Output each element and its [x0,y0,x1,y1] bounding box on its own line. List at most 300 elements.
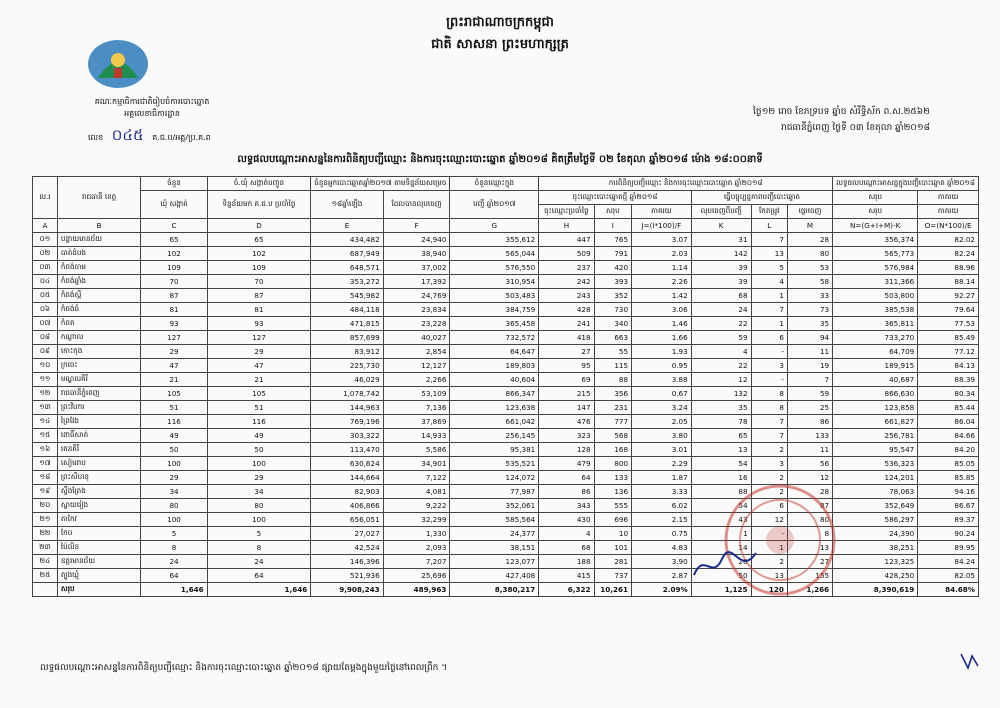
table-cell: 136 [594,485,632,499]
column-letter: L [751,219,787,233]
table-cell: 100 [141,457,207,471]
table-cell: 105 [141,387,207,401]
table-cell: រតនគិរី [57,443,141,457]
table-cell: 78 [691,415,751,429]
table-cell: 0.95 [632,359,692,373]
table-cell: 2.15 [632,513,692,527]
table-cell: 102 [207,247,311,261]
ref-prefix: លេខ [88,133,104,142]
table-cell [33,583,58,597]
table-cell: 127 [141,331,207,345]
table-cell: 101 [594,541,632,555]
table-cell: 241 [539,317,594,331]
table-cell: 34 [207,485,311,499]
table-cell: ០៨ [33,331,58,345]
table-cell: រាជធានីភ្នំពេញ [57,387,141,401]
table-cell: 40,604 [450,373,539,387]
table-cell: កោះកុង [57,345,141,359]
table-row [33,373,979,387]
table-cell: 661,042 [450,415,539,429]
table-cell: 355,612 [450,233,539,247]
table-cell: 189,915 [833,359,918,373]
table-cell: 93 [207,317,311,331]
column-letter: H [539,219,594,233]
table-cell: 3.80 [632,429,692,443]
table-cell: 365,811 [833,317,918,331]
table-cell: 0.67 [632,387,692,401]
table-cell: 565,773 [833,247,918,261]
table-cell: 5 [141,527,207,541]
table-cell: 0.75 [632,527,692,541]
table-row [33,387,979,401]
table-cell: 132 [691,387,751,401]
col-count: ចំនួន [141,177,207,191]
table-cell: 8 [141,541,207,555]
table-cell: 576,550 [450,261,539,275]
table-cell: 4 [539,527,594,541]
col-result-total-2: សរុប [833,205,918,219]
table-cell: 1,078,742 [311,387,383,401]
table-cell: 59 [787,387,832,401]
table-cell: 1.66 [632,331,692,345]
table-cell: 10 [594,527,632,541]
table-cell: 88.96 [918,261,979,275]
table-cell: 1.87 [632,471,692,485]
table-cell: 365,458 [450,317,539,331]
total-cell: 10,261 [594,583,632,597]
col-update-group: ធ្វើបច្ចុប្បន្នភាពបញ្ជីបោះឆ្នោត [691,191,832,205]
handwritten-initials [958,650,982,672]
table-cell: ត្បូងឃ្មុំ [57,569,141,583]
table-cell: 428,250 [833,569,918,583]
table-cell: 82,903 [311,485,383,499]
column-letter: C [141,219,207,233]
table-cell: ព្រៃវែង [57,415,141,429]
table-cell: 568 [594,429,632,443]
table-cell: 46,029 [311,373,383,387]
table-cell: 1 [751,289,787,303]
table-cell: 84.13 [918,359,979,373]
table-cell: 54 [691,499,751,513]
table-cell: 536,323 [833,457,918,471]
table-cell: 88 [691,485,751,499]
table-cell: - [751,373,787,387]
table-cell: 3.33 [632,485,692,499]
table-cell: 22 [691,317,751,331]
table-cell: 27 [539,345,594,359]
lunar-date: ថ្ងៃ១២ រោច ខែភទ្របទ ឆ្នាំច សំរឹទ្ធិស័ក ព.ស.២៥៦២ [753,107,930,117]
table-cell: កំពង់ឆ្នាំង [57,275,141,289]
table-cell: 2 [751,443,787,457]
table-cell: 94 [787,331,832,345]
table-cell: 147 [539,401,594,415]
table-cell: 352,649 [833,499,918,513]
table-cell: 281 [594,555,632,569]
table-cell: 696 [594,513,632,527]
table-cell: ១៥ [33,429,58,443]
table-cell: 430 [539,513,594,527]
table-cell: 2 [751,555,787,569]
table-cell: 88.39 [918,373,979,387]
table-cell: 256,781 [833,429,918,443]
table-cell: 50 [141,443,207,457]
table-cell: 857,699 [311,331,383,345]
table-cell: 142 [691,247,751,261]
table-cell: 65 [141,233,207,247]
table-cell: 168 [594,443,632,457]
table-cell: ១៤ [33,415,58,429]
table-cell: 733,270 [833,331,918,345]
table-cell: ១២ [33,387,58,401]
column-letter: D [207,219,311,233]
table-cell: 8 [751,387,787,401]
table-cell: 21 [141,373,207,387]
table-cell: បាត់ដំបង [57,247,141,261]
table-cell: 3.06 [632,303,692,317]
table-cell: 25 [787,401,832,415]
table-cell: ២៣ [33,541,58,555]
motto-heading: ជាតិ សាសនា ព្រះមហាក្សត្រ [431,37,569,52]
table-cell: 38,251 [833,541,918,555]
table-row [33,345,979,359]
table-cell: 38,151 [450,541,539,555]
table-cell: 356 [594,387,632,401]
col-register-total: សរុប [594,205,632,219]
table-cell: 7 [751,303,787,317]
table-cell: 105 [207,387,311,401]
table-cell: 14,933 [383,429,450,443]
table-cell: 2.87 [632,569,692,583]
table-cell: ១៣ [33,401,58,415]
table-cell: - [751,527,787,541]
table-cell: 4,081 [383,485,450,499]
col-result-group: លទ្ធផលបណ្ដោះអាសន្នក្នុងបញ្ជីបោះឆ្នោត ឆ្នាំ២០១៨ [833,177,979,191]
table-cell: 447 [539,233,594,247]
table-cell: 53 [787,261,832,275]
table-cell: 21 [207,373,311,387]
table-cell: 189,803 [450,359,539,373]
table-cell: 80 [207,499,311,513]
table-cell: 24 [691,303,751,317]
table-cell: 777 [594,415,632,429]
table-cell: 86.04 [918,415,979,429]
table-cell: 24,940 [383,233,450,247]
table-cell: 29 [207,345,311,359]
table-cell: 1,330 [383,527,450,541]
table-cell: 51 [207,401,311,415]
table-cell: 656,051 [311,513,383,527]
table-cell: 39 [691,261,751,275]
table-cell: 765 [594,233,632,247]
table-cell: ២៥ [33,569,58,583]
table-cell: 384,759 [450,303,539,317]
table-cell: កំពង់ចាម [57,261,141,275]
column-letter: A [33,219,58,233]
total-cell: 1,266 [787,583,832,597]
column-letter: O=(N*100)/E [918,219,979,233]
table-cell: 8 [207,541,311,555]
table-row [33,415,979,429]
table-cell: 70 [141,275,207,289]
table-cell: 663 [594,331,632,345]
signature [690,545,760,585]
table-cell: 82.02 [918,233,979,247]
table-cell: ១៩ [33,485,58,499]
table-cell: 340 [594,317,632,331]
table-cell: 47 [207,359,311,373]
table-cell: 35 [691,401,751,415]
table-cell: 144,664 [311,471,383,485]
table-cell: ព្រះសីហនុ [57,471,141,485]
column-letter-row [33,219,979,233]
table-cell: ២២ [33,527,58,541]
table-cell: 6.02 [632,499,692,513]
table-cell: 86 [539,485,594,499]
table-cell: 565,044 [450,247,539,261]
table-cell: 732,572 [450,331,539,345]
table-cell: 87 [141,289,207,303]
table-cell: 243 [539,289,594,303]
table-cell: 8 [751,401,787,415]
table-cell: 49 [141,429,207,443]
table-cell: កណ្ដាល [57,331,141,345]
table-cell: 24,390 [833,527,918,541]
table-cell: 9,222 [383,499,450,513]
table-cell: 630,624 [311,457,383,471]
table-cell: 123,077 [450,555,539,569]
table-cell: 93 [141,317,207,331]
table-cell: 3.24 [632,401,692,415]
col-result-percent: ភាគរយ [918,191,979,205]
table-cell: 116 [207,415,311,429]
table-cell: 49 [207,429,311,443]
table-cell: 2,266 [383,373,450,387]
table-cell: 27 [787,555,832,569]
table-cell: 24,377 [450,527,539,541]
column-letter: I [594,219,632,233]
table-cell: 521,936 [311,569,383,583]
table-cell: 12 [751,513,787,527]
table-row [33,261,979,275]
table-cell: 65 [207,233,311,247]
table-cell: 85.44 [918,401,979,415]
table-cell: 576,984 [833,261,918,275]
org-department: អគ្គលេខាធិការដ្ឋាន [124,109,180,118]
table-cell: 77,987 [450,485,539,499]
table-row [33,247,979,261]
table-row [33,443,979,457]
table-cell: 866,347 [450,387,539,401]
table-cell: 343 [539,499,594,513]
table-cell: 2.03 [632,247,692,261]
table-cell: 393 [594,275,632,289]
column-letter: J=(I*100)/F [632,219,692,233]
col-reported-top: ចំ.ឃុំ សង្កាត់បញ្ជូន [207,177,311,191]
table-cell: 113,470 [311,443,383,457]
col-voters2017: ចំនួនអ្នកបោះឆ្នោតឆ្នាំ២០១៧ តាមទិន្នន័យសម្រេច [311,177,450,191]
table-cell: 95 [539,359,594,373]
table-cell: ០៩ [33,345,58,359]
table-cell: 86 [787,415,832,429]
table-cell: 648,571 [311,261,383,275]
table-cell: 800 [594,457,632,471]
col-province: រាជធានី ខេត្ត [57,177,141,219]
table-cell: 2,854 [383,345,450,359]
col-register-group: ចុះឈ្មោះបោះឆ្នោតថ្មី ឆ្នាំ២០១៨ [539,191,691,205]
table-cell: 434,482 [311,233,383,247]
table-cell: 81 [207,303,311,317]
table-cell: 51 [141,401,207,415]
table-cell: 7,122 [383,471,450,485]
table-cell: 80.34 [918,387,979,401]
table-cell: 19 [787,359,832,373]
table-cell: 3.90 [632,555,692,569]
table-cell: 127 [207,331,311,345]
table-cell: 2.29 [632,457,692,471]
table-cell: 84.66 [918,429,979,443]
table-cell: 100 [141,513,207,527]
table-cell: 29 [141,345,207,359]
table-cell: 64 [207,569,311,583]
table-row [33,331,979,345]
table-cell: បន្ទាយមានជ័យ [57,233,141,247]
table-cell: 79.64 [918,303,979,317]
table-cell: 40,027 [383,331,450,345]
table-cell: 80 [141,499,207,513]
table-cell: 1.93 [632,345,692,359]
table-cell: 85.85 [918,471,979,485]
total-cell: 1,646 [141,583,207,597]
table-cell: 16 [691,471,751,485]
table-cell: 509 [539,247,594,261]
total-cell: 9,908,243 [311,583,383,597]
table-cell: ១៨ [33,471,58,485]
table-cell: 7 [751,429,787,443]
table-cell: 64,709 [833,345,918,359]
table-row [33,233,979,247]
table-cell: 310,954 [450,275,539,289]
table-cell: 32,299 [383,513,450,527]
table-cell: 2.05 [632,415,692,429]
table-cell: 323 [539,429,594,443]
table-cell: 730 [594,303,632,317]
table-row [33,401,979,415]
table-cell: ១០ [33,359,58,373]
col-no: ល.រ [33,177,58,219]
table-cell: ០១ [33,233,58,247]
table-cell: 35 [787,317,832,331]
col-remove: លុបចេញពីបញ្ជី [691,205,751,219]
total-label: សរុប [57,583,141,597]
table-row [33,317,979,331]
col-deleted: ដែលបានលុបចេញ [383,191,450,219]
table-cell: 352 [594,289,632,303]
total-cell: 8,380,217 [450,583,539,597]
table-cell: 20 [691,555,751,569]
table-cell: 42,524 [311,541,383,555]
table-cell: 133 [787,429,832,443]
table-cell: 5 [751,261,787,275]
table-cell: 479 [539,457,594,471]
table-cell: ព្រះវិហារ [57,401,141,415]
table-cell: 2 [751,485,787,499]
table-cell: 102 [141,247,207,261]
table-cell: 68 [691,289,751,303]
table-cell: 1 [691,527,751,541]
table-cell: 471,815 [311,317,383,331]
table-cell: - [751,345,787,359]
table-cell: 29 [207,471,311,485]
table-cell: 124,072 [450,471,539,485]
table-cell: 64 [141,569,207,583]
table-cell: 6 [751,331,787,345]
ref-suffix: គ.ជ.ប/អគ្គ/ប្រ.គ.ព [152,133,211,142]
table-cell: 64 [539,471,594,485]
table-cell: 89.95 [918,541,979,555]
table-cell: 2 [751,471,787,485]
table-row [33,275,979,289]
table-cell: 586,297 [833,513,918,527]
table-cell: ប៉ៃលិន [57,541,141,555]
table-cell: 503,483 [450,289,539,303]
table-cell: 7,136 [383,401,450,415]
table-cell: 34 [141,485,207,499]
col-review-group: ការពិនិត្យបញ្ជីឈ្មោះ និងការចុះឈ្មោះបោះឆ្នោត ឆ្នាំ២០១៨ [539,177,833,191]
table-cell: 7 [751,415,787,429]
org-name: គណៈកម្មាធិការជាតិរៀបចំការបោះឆ្នោត [94,97,210,106]
table-cell: 77.53 [918,317,979,331]
reference-number [88,126,211,148]
table-cell: 555 [594,499,632,513]
ref-number: ០៤៥ [111,126,144,144]
total-cell: 6,322 [539,583,594,597]
table-cell: 3 [751,359,787,373]
table-cell: 3.88 [632,373,692,387]
table-cell: 123,325 [833,555,918,569]
table-cell: 80 [787,513,832,527]
table-cell: 133 [594,471,632,485]
col-register-percent: ភាគរយ [632,205,692,219]
col-list-count: ចំនួនឈ្មោះក្នុង [450,177,539,191]
table-cell: 4 [751,275,787,289]
table-cell: កំពត [57,317,141,331]
table-cell: 225,730 [311,359,383,373]
table-cell: ២១ [33,513,58,527]
table-row [33,303,979,317]
table-cell: ០២ [33,247,58,261]
table-cell: 87 [207,289,311,303]
total-cell: 8,390,619 [833,583,918,597]
table-cell: 427,408 [450,569,539,583]
table-cell: 65 [691,429,751,443]
table-cell: 84.20 [918,443,979,457]
col-result-percent-2: ភាគរយ [918,205,979,219]
table-cell: 31 [691,233,751,247]
table-cell: ស្វាយរៀង [57,499,141,513]
table-cell: ០៥ [33,289,58,303]
table-cell: 428 [539,303,594,317]
organization-block [72,96,232,120]
table-cell: 50 [691,569,751,583]
table-cell: 88 [594,373,632,387]
table-cell: 58 [787,275,832,289]
table-cell: 1 [751,317,787,331]
table-cell: 73 [787,303,832,317]
table-cell: 385,538 [833,303,918,317]
table-cell: 13 [751,569,787,583]
table-cell: 353,272 [311,275,383,289]
table-cell: 53,109 [383,387,450,401]
